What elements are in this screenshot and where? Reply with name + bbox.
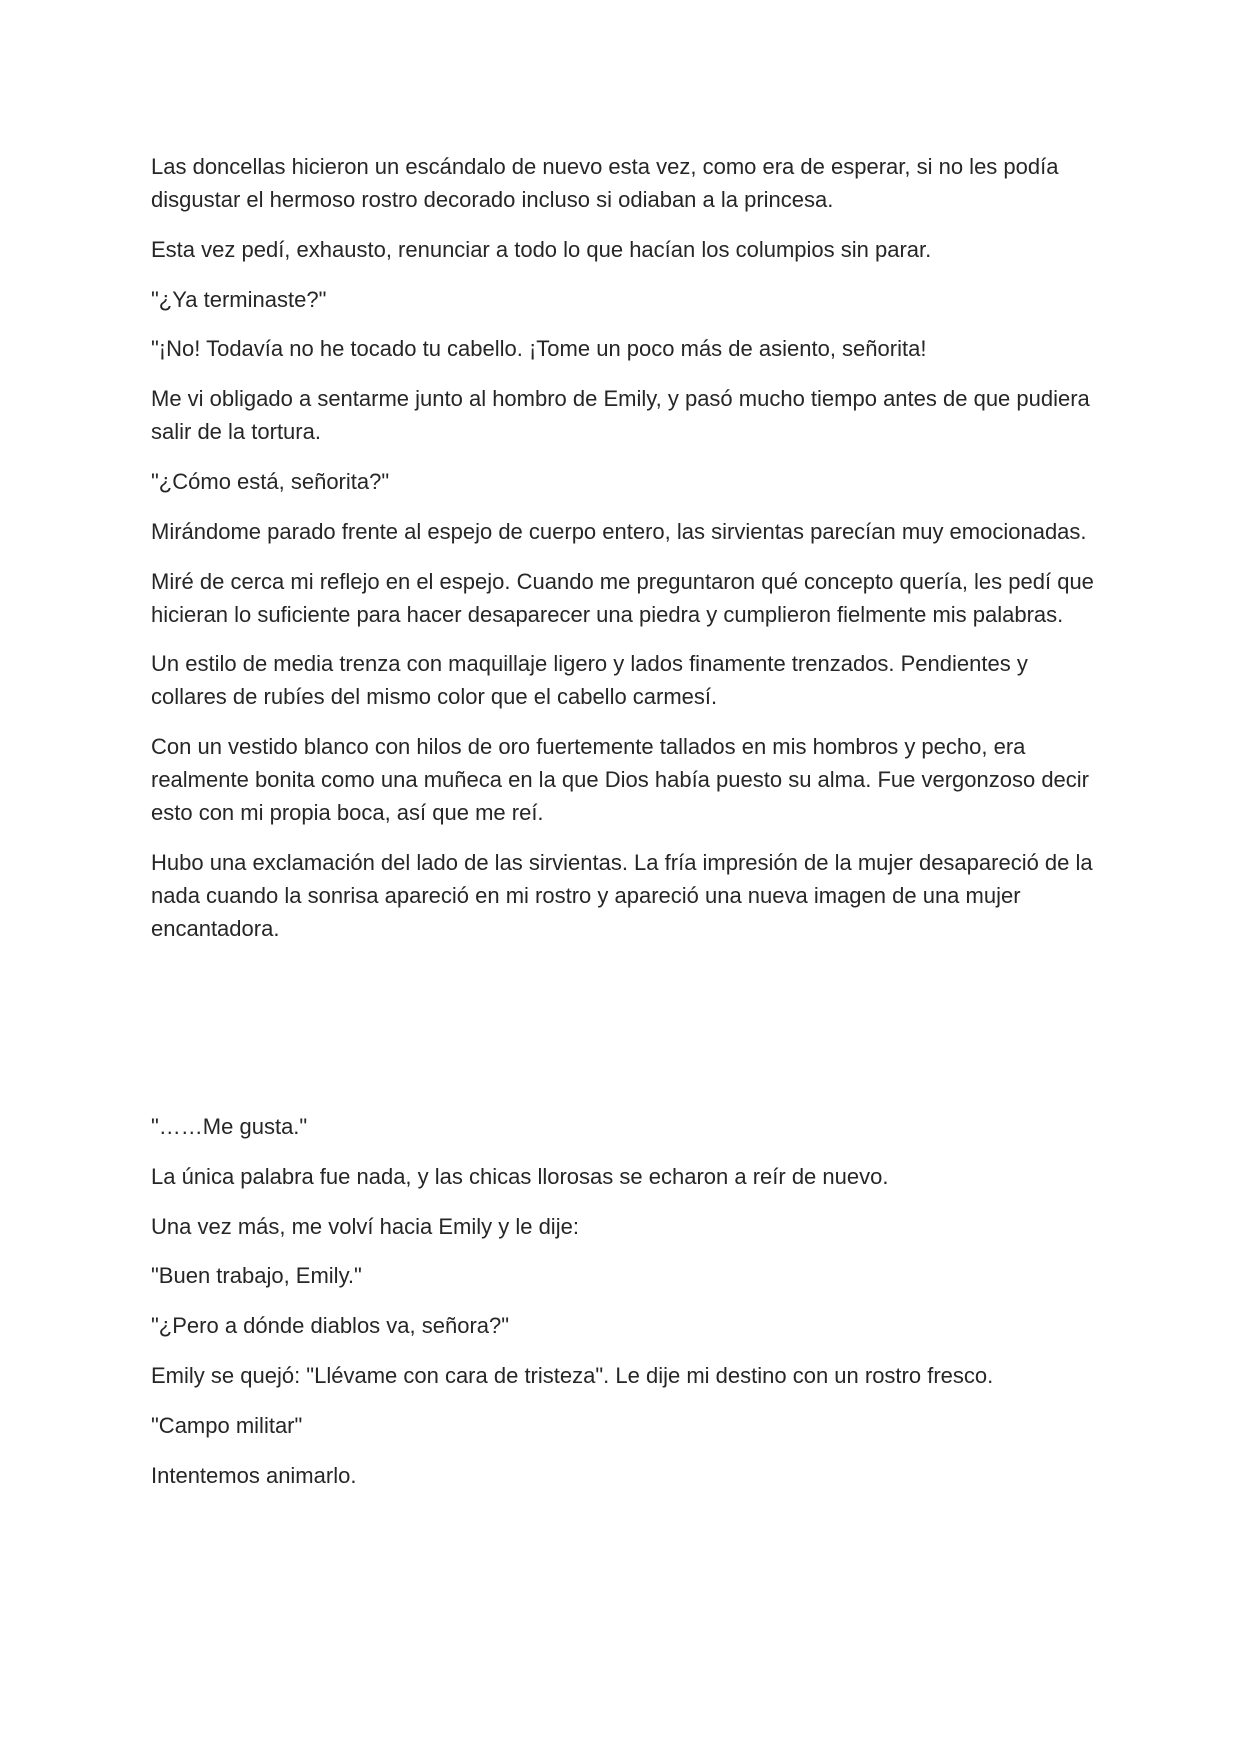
paragraph: Mirándome parado frente al espejo de cuerpo entero, las sirvientas parecían muy emocionadas.	[151, 518, 1087, 544]
paragraph: Las doncellas hicieron un escándalo de nuevo esta vez, como era de esperar, si no les podía disgustar el hermoso rostro decorado incluso si odiaban a la princesa.	[151, 154, 1059, 212]
dialogue-line: "Campo militar"	[151, 1412, 303, 1438]
paragraph: Hubo una exclamación del lado de las sirvientas. La fría impresión de la mujer desapareció de la nada cuando la sonrisa apareció en mi rostro y apareció una nueva imagen de una mujer encantadora.	[151, 849, 1093, 941]
paragraph: Miré de cerca mi reflejo en el espejo. Cuando me preguntaron qué concepto quería, les pedí que hicieran lo suficiente para hacer desaparecer una piedra y cumplieron fielmente mis palabras.	[151, 568, 1094, 627]
dialogue-line: "¡No! Todavía no he tocado tu cabello. ¡Tome un poco más de asiento, señorita!	[151, 336, 927, 362]
dialogue-line: "……Me gusta."	[151, 1114, 308, 1139]
paragraph: Me vi obligado a sentarme junto al hombro de Emily, y pasó mucho tiempo antes de que pudiera salir de la tortura.	[151, 386, 1090, 445]
paragraph: Un estilo de media trenza con maquillaje ligero y lados finamente trenzados. Pendientes y collares de rubíes del mismo color que el cabello carmesí.	[151, 651, 1028, 710]
dialogue-line: "¿Ya terminaste?"	[151, 286, 327, 312]
dialogue-line: "Buen trabajo, Emily."	[151, 1263, 362, 1289]
text-section-1	[151, 150, 1101, 962]
paragraph: Esta vez pedí, exhausto, renunciar a todo lo que hacían los columpios sin parar.	[151, 236, 932, 262]
paragraph: La única palabra fue nada, y las chicas llorosas se echaron a reír de nuevo.	[151, 1163, 889, 1189]
dialogue-line: "¿Pero a dónde diablos va, señora?"	[151, 1313, 510, 1339]
text-section-2	[151, 1110, 1101, 1508]
dialogue-line: "¿Cómo está, señorita?"	[151, 468, 390, 494]
paragraph: Con un vestido blanco con hilos de oro fuertemente tallados en mis hombros y pecho, era realmente bonita como una muñeca en la que Dios había puesto su alma. Fue vergonzoso decir esto con mi propia boca, así que me reí.	[151, 734, 1090, 826]
paragraph: Emily se quejó: "Llévame con cara de tristeza". Le dije mi destino con un rostro fresco.	[151, 1362, 994, 1388]
paragraph: Intentemos animarlo.	[151, 1462, 357, 1488]
paragraph: Una vez más, me volví hacia Emily y le dije:	[151, 1213, 579, 1239]
